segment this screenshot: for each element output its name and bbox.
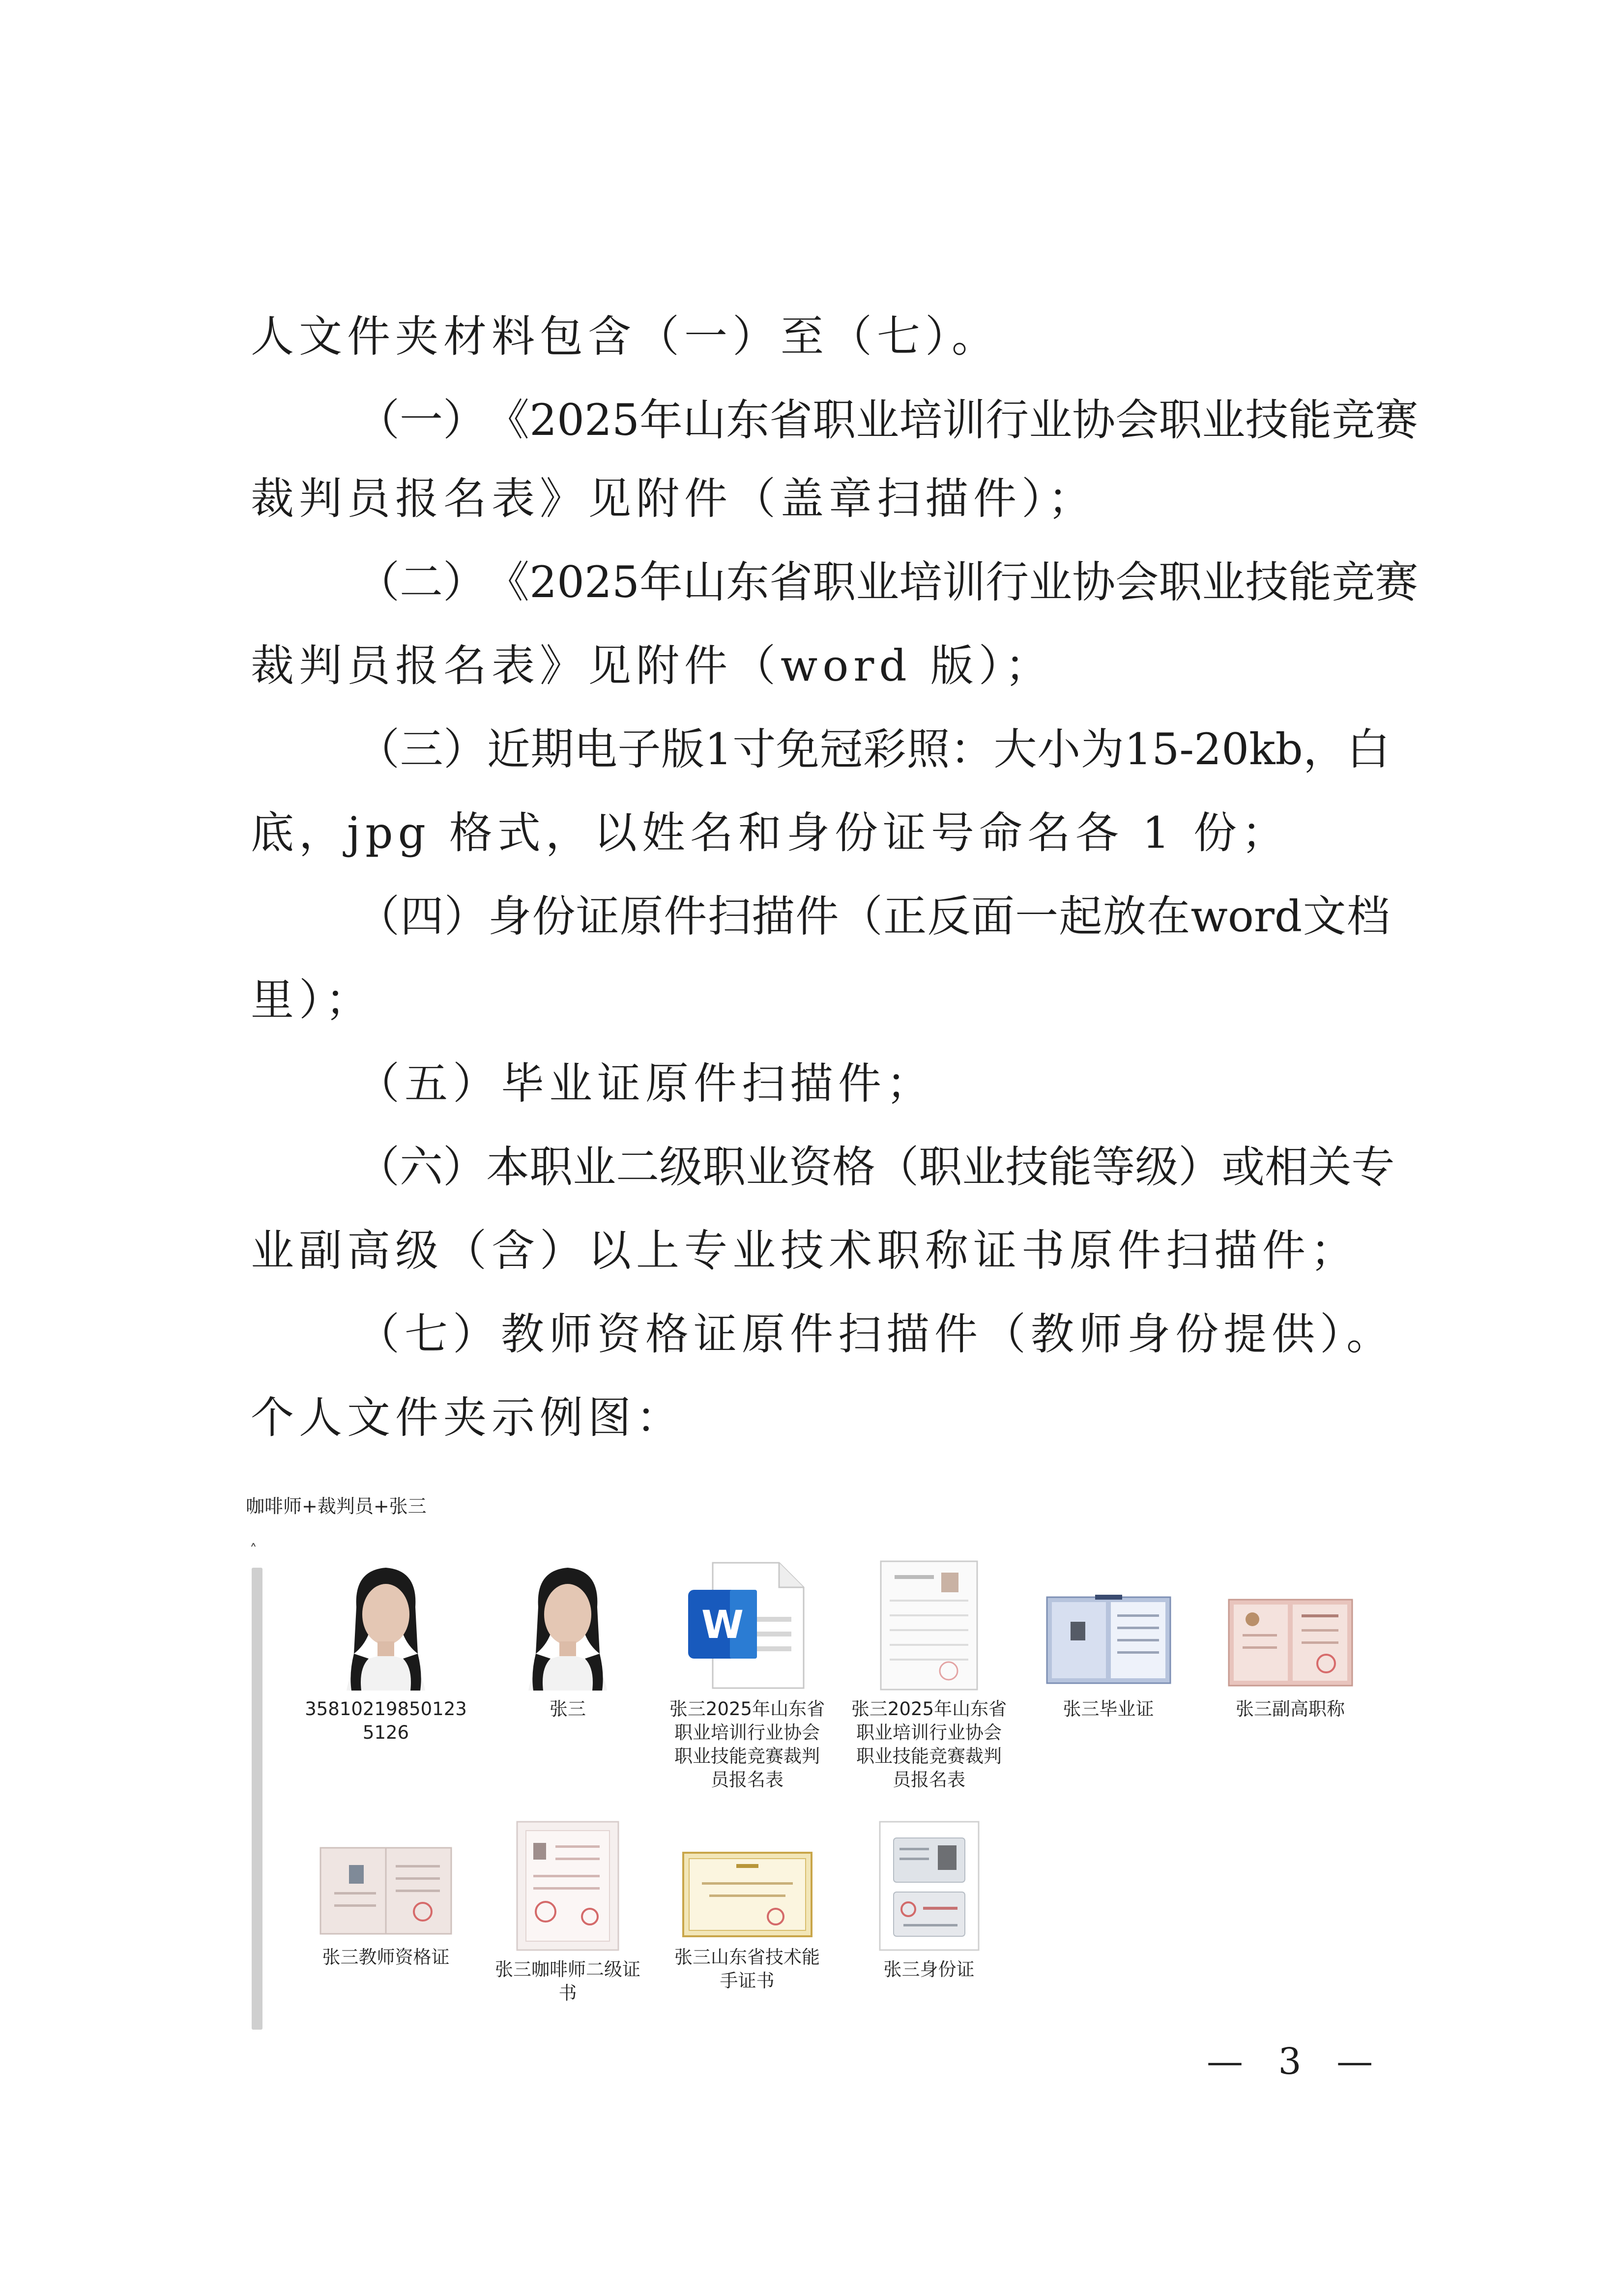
body-line-10: （五）毕业证原件扫描件； xyxy=(356,1058,935,1109)
text-glyph: 期 xyxy=(530,724,574,775)
text-glyph: 描 xyxy=(752,891,795,942)
text-glyph: 业 xyxy=(1029,557,1073,607)
text-glyph: 竞 xyxy=(1332,557,1375,607)
text-glyph: （ xyxy=(356,395,400,445)
text-glyph: 业 xyxy=(1029,395,1073,445)
barista-certificate-icon xyxy=(516,1821,619,1951)
file-label: 张三2025年山东省职业培训行业协会职业技能竞赛裁判员报名表 xyxy=(669,1698,825,1790)
text-glyph: 版 xyxy=(661,724,705,775)
text-glyph: word xyxy=(1190,891,1303,942)
text-glyph: 彩 xyxy=(863,724,906,775)
file-item-word-form[interactable] xyxy=(666,1560,828,1792)
text-glyph: ） xyxy=(443,557,487,607)
text-glyph: 电 xyxy=(574,724,617,775)
text-glyph: 职 xyxy=(1159,557,1202,607)
text-glyph: 业 xyxy=(573,1142,616,1192)
text-glyph: 大 xyxy=(993,724,1037,775)
text-glyph: 业 xyxy=(856,395,899,445)
text-glyph: （ xyxy=(356,724,400,775)
body-line-13: （七）教师资格证原件扫描件（教师身份提供）。 xyxy=(356,1309,1395,1359)
text-glyph: 份 xyxy=(532,891,576,942)
form-scan-icon xyxy=(880,1560,978,1691)
text-glyph: 职 xyxy=(812,395,856,445)
file-item-barista-cert[interactable] xyxy=(487,1821,649,2005)
file-label: 张三咖啡师二级证书 xyxy=(495,1959,640,2004)
text-glyph: 职 xyxy=(919,1142,962,1192)
text-glyph: 培 xyxy=(899,395,943,445)
text-glyph: 赛 xyxy=(1375,395,1419,445)
text-glyph: 培 xyxy=(899,557,943,607)
text-glyph: 2025 xyxy=(529,557,640,607)
text-glyph: 业 xyxy=(962,1142,1006,1192)
text-glyph: 文 xyxy=(1303,891,1346,942)
text-glyph: 协 xyxy=(1072,395,1116,445)
text-glyph: 冠 xyxy=(819,724,863,775)
file-label: 张三2025年山东省职业培训行业协会职业技能竞赛裁判员报名表 xyxy=(851,1698,1007,1790)
folder-title: 咖啡师+裁判员+张三 xyxy=(246,1495,427,1517)
text-glyph: 级 xyxy=(659,1142,703,1192)
text-glyph: 一 xyxy=(1015,891,1059,942)
file-item-name-photo[interactable] xyxy=(487,1560,649,1721)
text-glyph: 能 xyxy=(1288,395,1332,445)
text-glyph: 放 xyxy=(1102,891,1146,942)
text-glyph: 山 xyxy=(683,395,726,445)
body-line-11 xyxy=(356,1140,1395,1194)
text-glyph: 起 xyxy=(1059,891,1102,942)
teacher-certificate-icon xyxy=(319,1821,452,1939)
file-label: 358102198501235126 xyxy=(305,1698,467,1743)
title-certificate-icon xyxy=(1228,1560,1353,1691)
portrait-photo-icon xyxy=(516,1560,619,1691)
file-label: 张三副高职称 xyxy=(1236,1698,1345,1720)
text-glyph: 资 xyxy=(789,1142,833,1192)
text-glyph: 2025 xyxy=(529,395,640,445)
body-line-9: 里）； xyxy=(251,975,374,1025)
text-glyph: 正 xyxy=(883,891,927,942)
text-glyph: 扫 xyxy=(707,891,751,942)
diploma-icon xyxy=(1046,1560,1171,1691)
svg-text:W: W xyxy=(701,1603,744,1647)
text-glyph: （ xyxy=(839,891,883,942)
file-label: 张三毕业证 xyxy=(1063,1698,1154,1720)
text-glyph: 东 xyxy=(726,395,770,445)
text-glyph: 职 xyxy=(1159,395,1202,445)
file-label: 张三身份证 xyxy=(883,1959,975,1980)
body-line-12: 业副高级（含）以上专业技术职称证书原件扫描件； xyxy=(251,1225,1359,1276)
text-glyph: 在 xyxy=(1147,891,1190,942)
text-glyph: 一 xyxy=(400,395,443,445)
file-item-id-card[interactable] xyxy=(848,1821,1010,1981)
text-glyph: 赛 xyxy=(1375,557,1419,607)
text-glyph: 业 xyxy=(1202,395,1246,445)
text-glyph: 四 xyxy=(400,891,444,942)
award-certificate-icon xyxy=(682,1821,812,1939)
text-glyph: 子 xyxy=(617,724,661,775)
scrollbar[interactable] xyxy=(252,1568,262,2030)
text-glyph: 件 xyxy=(795,891,839,942)
page-number: — 3 — xyxy=(1207,2040,1385,2083)
text-glyph: ： xyxy=(950,724,994,775)
text-glyph: ） xyxy=(443,1142,487,1192)
text-glyph: 寸 xyxy=(732,724,776,775)
text-glyph: 相 xyxy=(1265,1142,1308,1192)
text-glyph: 东 xyxy=(726,557,770,607)
text-glyph: 业 xyxy=(1202,557,1246,607)
text-glyph: 技 xyxy=(1245,557,1289,607)
text-glyph: 会 xyxy=(1115,557,1159,607)
text-glyph: 证 xyxy=(576,891,619,942)
file-item-teacher-cert[interactable] xyxy=(305,1821,467,1969)
text-glyph: ） xyxy=(443,724,487,775)
text-glyph: 训 xyxy=(942,395,986,445)
body-line-14: 个人文件夹示例图： xyxy=(251,1392,685,1443)
text-glyph: 职 xyxy=(702,1142,746,1192)
text-glyph: 免 xyxy=(776,724,819,775)
text-glyph: ） xyxy=(444,891,488,942)
file-item-id-photo[interactable] xyxy=(305,1560,467,1745)
text-glyph: 原 xyxy=(620,891,664,942)
text-glyph: 六 xyxy=(400,1142,443,1192)
text-glyph: 技 xyxy=(1245,395,1289,445)
text-glyph: 业 xyxy=(746,1142,789,1192)
body-line-3: 裁判员报名表》见附件（盖章扫描件）； xyxy=(251,473,1097,524)
text-glyph: 档 xyxy=(1346,891,1390,942)
text-glyph: 职 xyxy=(529,1142,573,1192)
scroll-up-icon[interactable]: ˄ xyxy=(250,1542,257,1559)
text-glyph: 关 xyxy=(1308,1142,1352,1192)
word-document-icon xyxy=(683,1560,811,1691)
body-line-2 xyxy=(356,393,1419,447)
text-glyph: ） xyxy=(443,395,487,445)
text-glyph: 会 xyxy=(1115,395,1159,445)
text-glyph: 能 xyxy=(1288,557,1332,607)
text-glyph: 省 xyxy=(769,395,813,445)
text-glyph: 15-20kb xyxy=(1124,724,1303,775)
text-glyph: ） xyxy=(1178,1142,1222,1192)
file-label: 张三 xyxy=(550,1698,586,1720)
text-glyph: 《 xyxy=(486,557,530,607)
text-glyph: 年 xyxy=(639,395,683,445)
text-glyph: （ xyxy=(356,557,400,607)
body-line-8 xyxy=(356,890,1390,944)
text-glyph: 格 xyxy=(832,1142,876,1192)
body-line-4 xyxy=(356,555,1419,609)
text-glyph: 为 xyxy=(1080,724,1124,775)
text-glyph: 本 xyxy=(486,1142,530,1192)
text-glyph: 技 xyxy=(1005,1142,1049,1192)
text-glyph: （ xyxy=(356,1142,400,1192)
text-glyph: （ xyxy=(875,1142,919,1192)
text-glyph: 小 xyxy=(1037,724,1081,775)
text-glyph: 级 xyxy=(1135,1142,1179,1192)
text-glyph: 行 xyxy=(986,557,1029,607)
text-glyph: 二 xyxy=(400,557,443,607)
text-glyph: 反 xyxy=(927,891,971,942)
text-glyph: 1 xyxy=(704,724,732,775)
text-glyph: 山 xyxy=(683,557,726,607)
text-glyph: 协 xyxy=(1072,557,1116,607)
body-line-7: 底，jpg 格式，以姓名和身份证号命名各 1 份； xyxy=(251,807,1290,858)
text-glyph: 等 xyxy=(1092,1142,1135,1192)
folder-example-screenshot xyxy=(246,1494,1391,2030)
portrait-photo-icon xyxy=(334,1560,437,1691)
file-item-diploma[interactable] xyxy=(1027,1560,1189,1721)
id-card-icon xyxy=(879,1821,980,1951)
text-glyph: 训 xyxy=(942,557,986,607)
text-glyph: 近 xyxy=(487,724,530,775)
text-glyph: 竞 xyxy=(1332,395,1375,445)
text-glyph: 或 xyxy=(1221,1142,1265,1192)
file-label: 张三教师资格证 xyxy=(322,1947,450,1968)
text-glyph: 照 xyxy=(906,724,950,775)
text-glyph: 省 xyxy=(769,557,813,607)
file-item-scanned-form[interactable] xyxy=(848,1560,1010,1792)
text-glyph: 身 xyxy=(488,891,532,942)
text-glyph: 面 xyxy=(971,891,1015,942)
text-glyph: 业 xyxy=(856,557,899,607)
text-glyph: 专 xyxy=(1351,1142,1395,1192)
text-glyph: 《 xyxy=(486,395,530,445)
body-line-6 xyxy=(356,722,1390,776)
body-line-1: 人文件夹材料包含（一）至（七）。 xyxy=(251,311,1000,362)
text-glyph: （ xyxy=(356,891,400,942)
file-item-technical-expert-cert[interactable] xyxy=(666,1821,828,1993)
file-label: 张三山东省技术能手证书 xyxy=(674,1947,820,1991)
text-glyph: 职 xyxy=(812,557,856,607)
text-glyph: 二 xyxy=(616,1142,660,1192)
text-glyph: 年 xyxy=(639,557,683,607)
text-glyph: 行 xyxy=(986,395,1029,445)
text-glyph: 件 xyxy=(664,891,707,942)
text-glyph: 三 xyxy=(400,724,443,775)
body-line-5: 裁判员报名表》见附件（word 版）； xyxy=(251,640,1053,691)
text-glyph: 能 xyxy=(1048,1142,1092,1192)
text-glyph: 白 xyxy=(1346,724,1390,775)
text-glyph: ， xyxy=(1303,724,1347,775)
file-item-professional-title[interactable] xyxy=(1209,1560,1371,1721)
